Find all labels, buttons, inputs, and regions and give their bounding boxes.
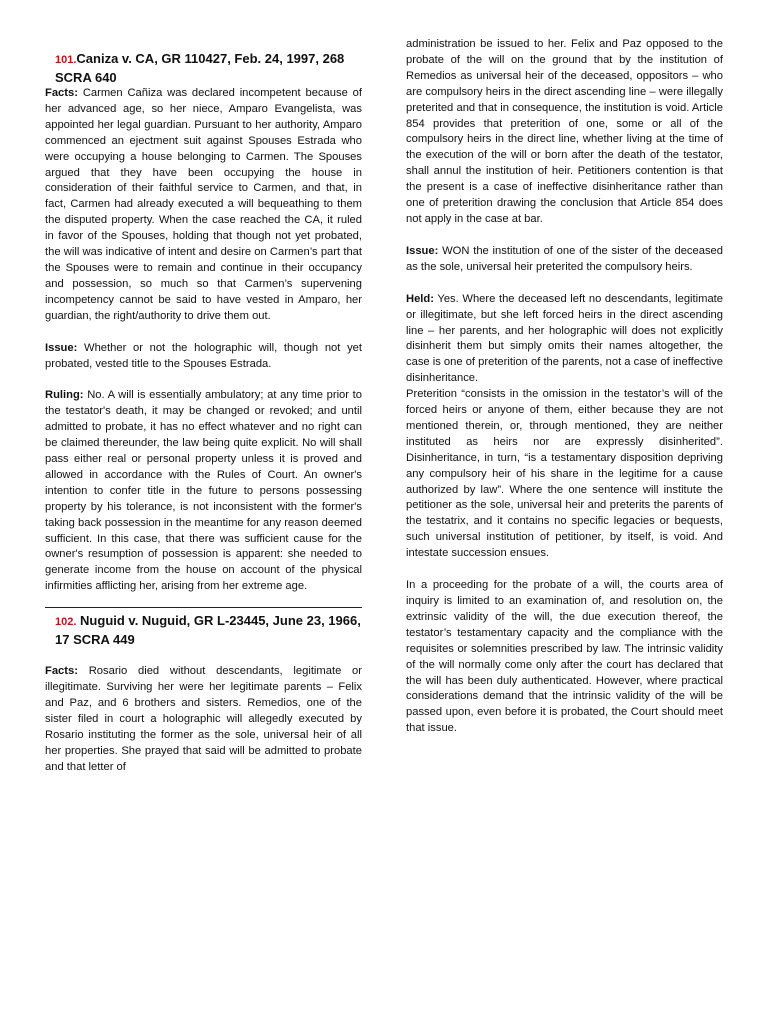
issue-label: Issue: — [45, 341, 78, 354]
right-column — [406, 0, 723, 737]
case-101-number: 101. — [55, 54, 77, 66]
facts-label: Facts: — [45, 665, 78, 678]
case-101-issue-text: Whether or not the holographic will, though not yet probated, vested title to the Spouses Estrada. — [45, 341, 362, 370]
facts-label: Facts: — [45, 87, 78, 99]
case-102-facts — [45, 664, 362, 775]
case-101-ruling-text: No. A will is essentially ambulatory; at any time prior to the testator's death, it may be changed or revoked; and until admitted to probate, it has no effect whatever and no right can be claimed thereunder, the law being quite explicit. No will shall pass either real or personal property unless it is proved and allowed in accordance with the Rules of Court. An owner's intention to confer title in the future to persons possessing property by his tolerance, is not inconsistent with the former's taking back possession in the meantime for any reason deemed sufficient. In this case, that there was sufficient cause for the owner's resumption of possession is apparent: she needed to generate income from the house on account of the physical infirmities afflicting her, arising from her extreme age. — [45, 389, 362, 593]
case-102-number: 102. — [55, 616, 77, 629]
case-102-title — [45, 612, 362, 648]
case-102-issue-text: WON the institution of one of the sister of the deceased as the sole, universal heir preterited the compulsory heirs. — [406, 244, 723, 273]
case-101-ruling — [45, 388, 362, 595]
case-102-title-text: Nuguid v. Nuguid, GR L-23445, June 23, 1966, 17 SCRA 449 — [55, 613, 361, 648]
case-102-issue — [406, 244, 723, 276]
left-column — [45, 0, 362, 776]
case-101-facts-text: Carmen Cañiza was declared incompetent because of her advanced age, so her niece, Amparo Evangelista, was appointed her legal guardian. Pursuant to her authority, Amparo commenced an ejectment suit against Spouses Estrada who were occupying a house belonging to Carmen. The Spouses argued that they have been occupying the house in consideration of their faithful service to Carmen, and that, in fact, Carmen had already executed a will bequeathing to them the disputed property. When the case reached the CA, it ruled in favor of the Spouses, holding that though not yet probated, the will was indicative of intent and desire on Carmen’s part that the Spouses were to remain and continue in their occupancy and possession, so much so that Carmen’s supervening incompetency cannot be said to have vested in Amparo, her guardian, the right/authority to drive them out. — [45, 87, 362, 322]
case-102-preterition: Preterition “consists in the omission in the testator’s will of the forced heirs or anyone of them, either because they are not mentioned therein, or, through mentioned, they are neither instituted as heirs nor are expressly disinherited”. Disinheritance, in turn, “is a testamentary disposition depriving any compulsory heir of his share in the legitime for a cause authorized by law”. Where the one sentence will institute the petitioner as the sole, universal heir and preterits the parents of the testatrix, and it contains no specific legacies or bequests, such universal institution of petitioner, by itself, is void. And intestate succession ensues. — [406, 388, 723, 560]
section-divider — [45, 607, 362, 608]
case-101-issue — [45, 341, 362, 373]
case-102-probate: In a proceeding for the probate of a will, the courts area of inquiry is limited to an examination of, and resolution on, the extrinsic validity of the will, the due execution thereof, the testator’s testamentary capacity and the compliance with the requisites or solemnities prescribed by law. The intrinsic validity of the will normally come only after the court has declared that the will has been duly authenticated. However, where practical considerations demand that the intrinsic validity of the will be passed upon, even before it is probated, the Court should meet that issue. — [406, 579, 723, 735]
case-102-held — [406, 292, 723, 387]
case-102-held-text: Yes. Where the deceased left no descendants, legitimate or illegitimate, but she left forced heirs in the direct ascending line – her parents, and her holographic will does not explicitly disinherit them but simply omits their names altogether, the case is one of preterition of the parents, not a case of ineffective disinheritance. — [406, 292, 723, 385]
case-102-facts-continued: administration be issued to her. Felix and Paz opposed to the probate of the will on the ground that by the institution of Remedios as universal heir of the deceased, oppositors – who are compulsory heirs in the direct ascending line – were illegally preterited and that in consequence, the institution is void. Article 854 provides that preterition of one, some or all of the compulsory heirs in the direct line, whether living at the time of the execution of the will or born after the death of the testator, shall annul the institution of heir. Petitioners contention is that the present is a case of ineffective disinheritance rather than one of preterition drawing the conclusion that Article 854 does not apply in the case at bar. — [406, 38, 723, 225]
case-101-facts — [45, 86, 362, 325]
ruling-label: Ruling: — [45, 389, 84, 402]
case-101-title-text: Caniza v. CA, GR 110427, Feb. 24, 1997, 268 SCRA 640 — [55, 51, 345, 85]
issue-label: Issue: — [406, 244, 439, 257]
case-102-facts-text: Rosario died without descendants, legitimate or illegitimate. Surviving her were her legitimate parents – Felix and Paz, and 6 brothers and sisters. Remedios, one of the sister filed in court a holographic will allegedly executed by Rosario instituting the former as the sole, universal heir of all her properties. She prayed that said will be admitted to probate and that letter of — [45, 665, 362, 773]
held-label: Held: — [406, 292, 434, 305]
case-101-title — [45, 50, 362, 86]
